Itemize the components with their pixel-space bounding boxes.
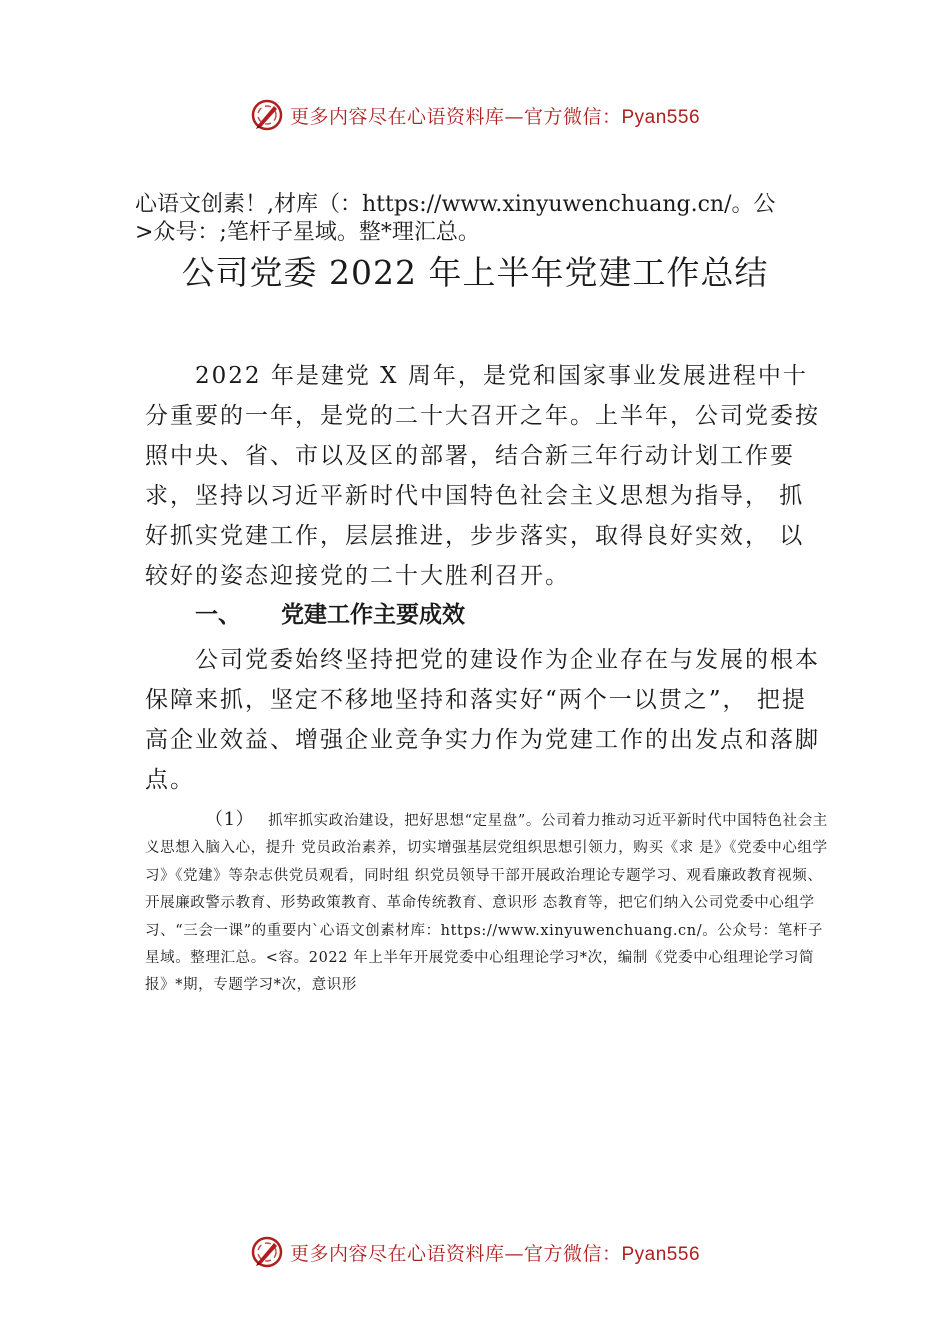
footer-banner — [0, 1232, 950, 1272]
document-title: 公司党委 2022 年上半年党建工作总结 — [181, 253, 769, 292]
item-paragraph — [145, 806, 835, 1000]
section-title: 党建工作主要成效 — [281, 602, 465, 628]
pen-logo-icon — [250, 98, 284, 132]
item-label: （1） — [205, 809, 255, 830]
banner-text: 更多内容尽在心语资料库—官方微信：Pyan556 — [289, 1242, 701, 1265]
banner-text: 更多内容尽在心语资料库—官方微信：Pyan556 — [289, 105, 701, 128]
header-banner — [0, 95, 950, 135]
item-text: 抓牢抓实政治建设，把好思想“定星盘”。公司着力推动习近平新时代中国特色社会主义思想入脑入心，提升 党员政治素养，切实增强基层党组织思想引领力，购买《求 是》《党委中心组学习》《党建》等杂志供党员观看，同时组 织党员领导干部开展政治理论专题学习、观看廉政教育视频、开展廉政警示教育、形势政策教育、革命传统教育、意识形 态教育等，把它们纳入公司党委中心组学习、“三会一课”的重要内`心语文创素材库：https://www.xinyuwenchuang.cn/。公众号：笔杆子星域。整理汇总。<容。2022 年上半年开展党委中心组理论学习*次，编制《党委中心组理论学习简报》*期，专题学习*次，意识形 — [145, 813, 828, 994]
watermark-line-1: 心语文创素！,材库（：https://www.xinyuwenchuang.cn/。公 — [135, 192, 776, 217]
section-paragraph: 公司党委始终坚持把党的建设作为企业存在与发展的根本保障来抓，坚定不移地坚持和落实好“两个一以贯之”， 把提高企业效益、增强企业竞争实力作为党建工作的出发点和落脚点。 — [145, 647, 820, 793]
watermark-line-2: >众号：;笔杆子星域。整*理汇总。 — [135, 220, 480, 245]
section-number: 一、 — [195, 602, 241, 628]
intro-paragraph: 2022 年是建党 X 周年，是党和国家事业发展进程中十分重要的一年，是党的二十大召开之年。上半年，公司党委按照中央、省、市以及区的部署，结合新三年行动计划工作要求，坚持以习近平新时代中国特色社会主义思想为指导， 抓好抓实党建工作，层层推进，步步落实，取得良好实效， 以较好的姿态迎接党的二十大胜利召开。 — [145, 363, 820, 589]
wechat-id: Pyan556 — [621, 106, 701, 128]
wechat-id: Pyan556 — [621, 1243, 701, 1265]
pen-logo-icon — [250, 1235, 284, 1269]
section-heading — [195, 597, 465, 633]
